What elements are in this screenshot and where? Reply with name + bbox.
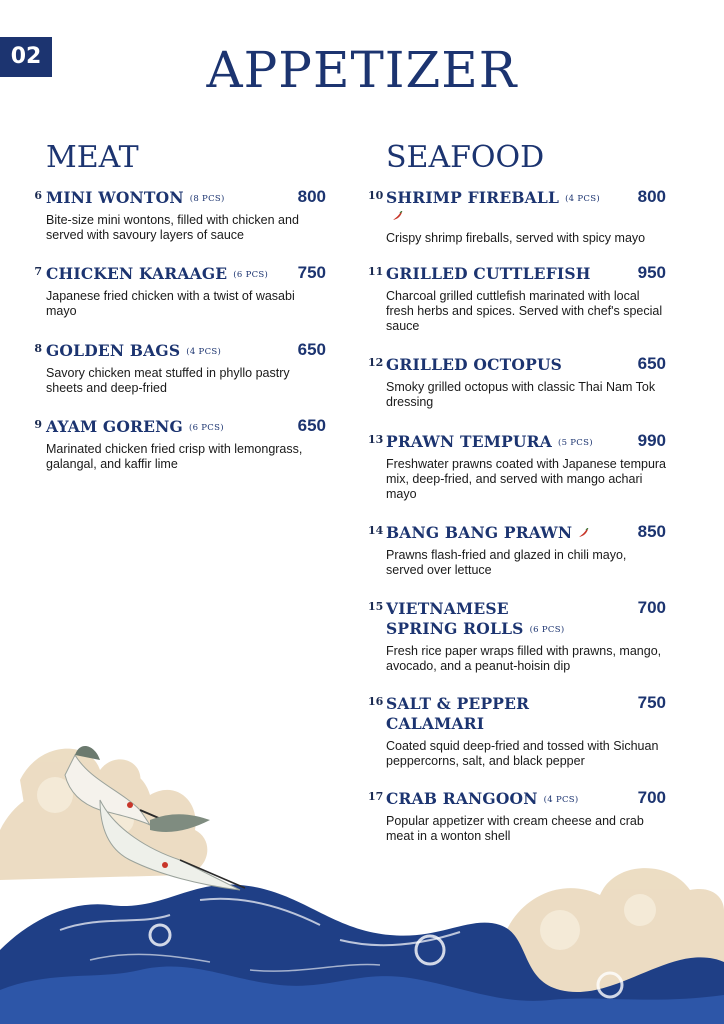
menu-item [368,598,666,674]
item-pieces: (4 PCS) [565,194,600,204]
seafood-heading: SEAFOOD [386,140,545,175]
item-name: SHRIMP FIREBALL [386,188,560,207]
item-price: 750 [297,263,326,282]
item-pieces: (8 PCS) [189,194,225,204]
item-price: 800 [297,187,326,206]
item-description: Savory chicken meat stuffed in phyllo pastry sheets and deep-fried [46,366,290,395]
item-name: SALT & PEPPER CALAMARI [386,694,530,733]
item-price: 650 [637,354,666,373]
item-number: 17 [368,790,384,803]
menu-item [34,263,326,319]
item-price: 700 [637,788,666,807]
item-description: Popular appetizer with cream cheese and crab meat in a wonton shell [386,814,644,843]
item-name: AYAM GORENG [46,417,183,436]
item-price: 850 [637,522,666,541]
item-name: GRILLED CUTTLEFISH [386,264,591,283]
meat-heading: MEAT [46,140,139,175]
page-title: APPETIZER [206,41,518,99]
chili-pepper-icon [578,525,590,543]
item-price: 950 [637,263,666,282]
item-description: Prawns flash-fried and glazed in chili mayo, served over lettuce [386,548,627,577]
item-pieces: (6 PCS) [233,270,269,280]
page-number-badge: 02 [0,37,52,77]
item-name: GRILLED OCTOPUS [386,355,563,374]
item-number: 16 [368,695,384,708]
item-name: GOLDEN BAGS [46,341,181,360]
item-description: Freshwater prawns coated with Japanese tempura mix, deep-fried, and served with mango achari mayo [386,457,667,501]
item-name: PRAWN TEMPURA [386,432,552,451]
menu-item [368,522,666,578]
item-name: CRAB RANGOON [386,789,538,808]
item-number: 15 [368,600,384,613]
item-name: MINI WONTON [46,188,184,207]
item-number: 13 [368,433,384,446]
item-number: 7 [34,265,42,278]
item-number: 14 [368,524,384,537]
menu-item [34,187,326,243]
item-name: BANG BANG PRAWN [386,523,573,542]
item-number: 8 [34,342,42,355]
item-description: Smoky grilled octopus with classic Thai Nam Tok dressing [386,380,656,409]
menu-item [368,431,667,502]
item-pieces: (6 PCS) [188,423,224,433]
item-pieces: (5 PCS) [557,438,593,448]
item-price: 700 [637,598,666,617]
item-pieces: (4 PCS) [186,347,222,357]
item-description: Marinated chicken fried crisp with lemongrass, galangal, and kaffir lime [46,442,303,471]
wave-and-crane-illustration [0,700,724,1024]
item-pieces: (6 PCS) [529,625,565,635]
item-number: 11 [368,265,384,278]
item-name: CHICKEN KARAAGE [46,264,228,283]
item-name: VIETNAMESE SPRING ROLLS [386,599,524,638]
item-description: Bite-size mini wontons, filled with chicken and served with savoury layers of sauce [46,213,299,242]
menu-item [34,416,330,472]
item-number: 9 [34,418,42,431]
item-description: Crispy shrimp fireballs, served with spicy mayo [386,231,646,245]
item-number: 6 [34,189,42,202]
item-number: 12 [368,356,384,369]
item-number: 10 [368,189,384,202]
item-price: 750 [637,693,666,712]
item-price: 650 [297,340,326,359]
menu-item [368,263,666,334]
item-price: 650 [297,416,326,435]
item-description: Fresh rice paper wraps filled with prawns, mango, avocado, and a peanut-hoisin dip [386,644,662,673]
menu-item [368,354,666,410]
item-description: Coated squid deep-fried and tossed with Sichuan peppercorns, salt, and black pepper [386,739,659,768]
menu-item [34,340,326,396]
item-pieces: (4 PCS) [543,795,579,805]
menu-item [368,187,666,246]
item-price: 800 [637,187,666,206]
item-description: Charcoal grilled cuttlefish marinated with local fresh herbs and spices. Served with chef's special sauce [386,289,663,333]
item-price: 990 [637,431,666,450]
chili-pepper-icon [392,208,404,226]
item-description: Japanese fried chicken with a twist of wasabi mayo [46,289,295,318]
